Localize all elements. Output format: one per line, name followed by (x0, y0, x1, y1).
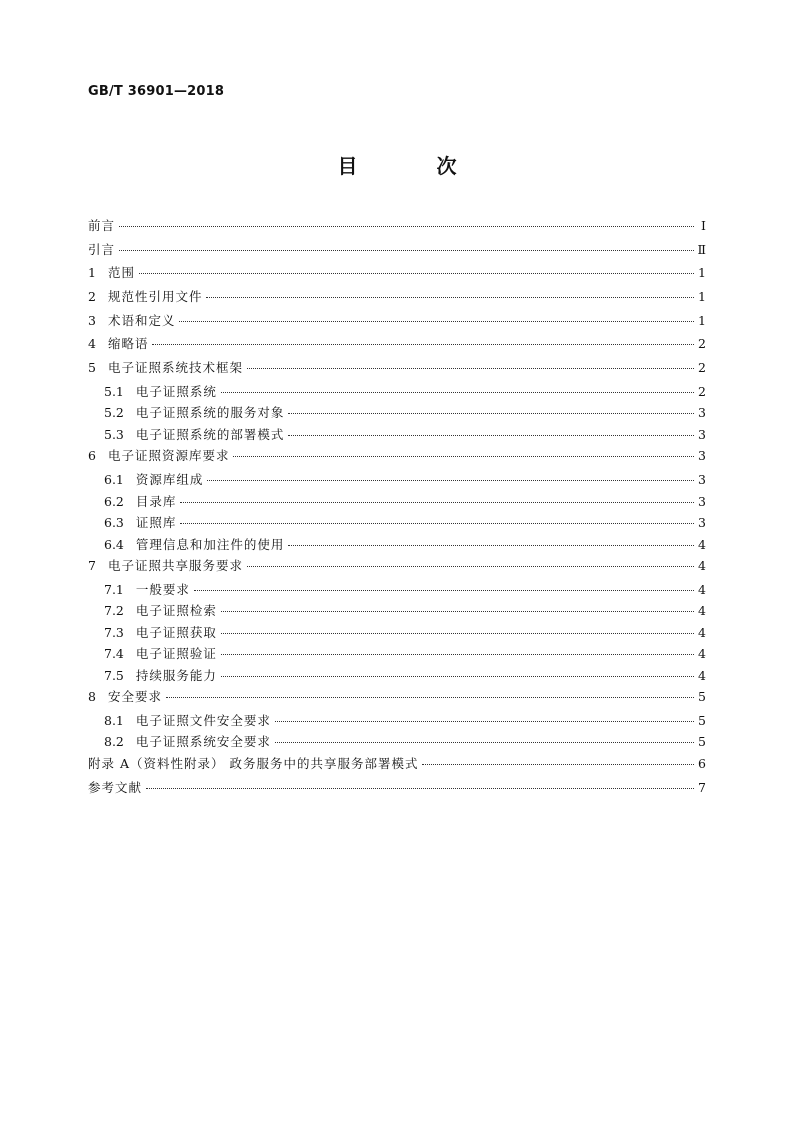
toc-entry-number: 6.4 (104, 536, 124, 552)
toc-entry-number: 7 (88, 558, 96, 573)
toc-entry-label[interactable]: 引言 (88, 241, 116, 257)
toc-entry-number: 8 (88, 689, 96, 705)
toc-entry[interactable] (88, 513, 706, 533)
dot-leader (288, 545, 694, 546)
toc-entry-page[interactable]: 2 (698, 336, 706, 352)
toc-entry-page[interactable]: 4 (698, 646, 706, 662)
toc-entry-label[interactable]: 资源库组成 (135, 472, 204, 487)
dot-leader (119, 250, 693, 251)
toc-entry[interactable] (88, 711, 706, 731)
toc-entry[interactable] (88, 358, 706, 378)
toc-entry-page[interactable]: 3 (698, 426, 706, 442)
toc-entry-label[interactable]: 前言 (88, 218, 116, 233)
toc-entry[interactable] (88, 425, 706, 445)
dot-leader (166, 697, 694, 698)
toc-entry-label[interactable]: 规范性引用文件 (107, 289, 203, 305)
toc-entry-number: 1 (88, 265, 96, 281)
dot-leader (275, 742, 694, 743)
toc-entry[interactable] (88, 240, 706, 260)
toc-entry-label[interactable]: 电子证照验证 (135, 646, 217, 662)
toc-entry-page[interactable]: 6 (698, 755, 706, 771)
toc-entry-page[interactable]: 5 (698, 689, 706, 705)
toc-entry-page[interactable]: 2 (698, 360, 706, 376)
toc-entry-number: 6 (88, 448, 96, 464)
toc-entry-label[interactable]: 证照库 (135, 515, 177, 530)
toc-entry-number: 4 (88, 336, 96, 352)
toc-entry[interactable] (88, 470, 706, 490)
dot-leader (221, 611, 694, 612)
toc-entry-page[interactable]: 4 (698, 624, 706, 640)
toc-entry[interactable] (88, 403, 706, 423)
toc-entry-number: 5.2 (104, 405, 124, 421)
dot-leader (288, 435, 694, 436)
dot-leader (221, 633, 694, 634)
dot-leader (194, 590, 694, 591)
dot-leader (275, 721, 694, 722)
toc-entry-number: 7.4 (104, 646, 124, 662)
toc-entry[interactable] (88, 580, 706, 600)
toc-entry-page[interactable]: 3 (698, 472, 706, 487)
toc-entry-label[interactable]: 术语和定义 (107, 312, 176, 328)
toc-entry[interactable] (88, 446, 706, 466)
toc-title: 目 次 (337, 154, 493, 178)
toc-entry[interactable] (88, 623, 706, 643)
toc-entry[interactable] (88, 732, 706, 752)
toc-entry-number: 8.2 (104, 734, 124, 750)
toc-entry-number: 7.2 (104, 603, 124, 619)
toc-entry-label[interactable]: 电子证照共享服务要求 (107, 558, 243, 573)
toc-entry-label[interactable]: 电子证照资源库要求 (107, 448, 230, 464)
toc-entry-label[interactable]: 目录库 (135, 493, 177, 509)
toc-entry-label[interactable]: 持续服务能力 (135, 667, 217, 683)
toc-entry[interactable] (88, 311, 706, 331)
toc-entry-page[interactable]: 4 (698, 581, 706, 597)
dot-leader (206, 297, 694, 298)
toc-entry-number: 3 (88, 312, 96, 328)
toc-entry-label[interactable]: 电子证照系统的部署模式 (135, 426, 285, 442)
toc-entry-page[interactable]: Ⅱ (697, 241, 706, 257)
dot-leader (152, 344, 694, 345)
toc-entry-label[interactable]: 电子证照系统的服务对象 (135, 405, 285, 421)
toc-entry-page[interactable]: Ⅰ (701, 218, 706, 233)
dot-leader (221, 676, 694, 677)
toc-entry-page[interactable]: 1 (698, 265, 706, 281)
toc-entry-number: 5.3 (104, 426, 124, 442)
toc-entry-label[interactable]: 附录 A（资料性附录） 政务服务中的共享服务部署模式 (88, 755, 419, 771)
toc-entry-number: 6.3 (104, 515, 124, 530)
dot-leader (179, 321, 694, 322)
dot-leader (146, 788, 694, 789)
toc-entry-label[interactable]: 缩略语 (107, 336, 149, 352)
toc-entry-number: 5.1 (104, 383, 124, 399)
toc-entry[interactable] (88, 334, 706, 354)
dot-leader (233, 456, 694, 457)
dot-leader (180, 502, 694, 503)
dot-leader (221, 654, 694, 655)
toc-entry-number: 7.5 (104, 667, 124, 683)
toc-entry-number: 6.2 (104, 493, 124, 509)
toc-entry-label[interactable]: 范围 (107, 265, 135, 281)
dot-leader (207, 480, 694, 481)
toc-entry[interactable] (88, 382, 706, 402)
dot-leader (288, 413, 694, 414)
toc-entry-label[interactable]: 管理信息和加注件的使用 (135, 536, 285, 552)
toc-entry-label[interactable]: 电子证照系统安全要求 (135, 734, 271, 750)
dot-leader (139, 273, 694, 274)
toc-entry[interactable] (88, 601, 706, 621)
toc-entry-label[interactable]: 电子证照系统技术框架 (107, 360, 243, 376)
toc-entry-label[interactable]: 一般要求 (135, 581, 190, 597)
toc-entry-page[interactable]: 3 (698, 405, 706, 421)
toc-entry-page[interactable]: 3 (698, 448, 706, 464)
toc-entry[interactable] (88, 687, 706, 707)
toc-entry-page[interactable]: 4 (698, 536, 706, 552)
toc-entry-page[interactable]: 4 (698, 558, 706, 573)
toc-entry[interactable] (88, 535, 706, 555)
toc-entry[interactable] (88, 216, 706, 236)
toc-entry[interactable] (88, 644, 706, 664)
toc-entry-page[interactable]: 4 (698, 603, 706, 619)
toc-entry-page[interactable]: 3 (698, 493, 706, 509)
toc-entry-page[interactable]: 1 (698, 312, 706, 328)
dot-leader (247, 368, 694, 369)
toc-entry-page[interactable]: 1 (698, 289, 706, 305)
toc-entry-number: 6.1 (104, 472, 124, 487)
toc-entry[interactable] (88, 287, 706, 307)
toc-entry-label[interactable]: 电子证照检索 (135, 603, 217, 619)
toc-entry[interactable] (88, 778, 706, 798)
toc-entry-label[interactable]: 电子证照系统 (135, 383, 217, 399)
toc-entry-page[interactable]: 7 (698, 779, 706, 795)
toc-entry-label[interactable]: 安全要求 (107, 689, 162, 705)
dot-leader (180, 523, 694, 524)
toc-entry-page[interactable]: 5 (698, 712, 706, 728)
toc-entry-label[interactable]: 电子证照获取 (135, 624, 217, 640)
toc-entry-number: 7.1 (104, 581, 124, 597)
toc-entry-number: 2 (88, 289, 96, 305)
toc-entry[interactable] (88, 263, 706, 283)
dot-leader (221, 392, 694, 393)
toc-entry-page[interactable]: 2 (698, 383, 706, 399)
toc-entry-label[interactable]: 电子证照文件安全要求 (135, 712, 271, 728)
toc-entry-number: 5 (88, 360, 96, 376)
toc-entry[interactable] (88, 754, 706, 774)
toc-entry-label[interactable]: 参考文献 (88, 779, 143, 795)
toc-entry[interactable] (88, 556, 706, 576)
standard-code: GB/T 36901—2018 (88, 84, 225, 99)
toc-entry-number: 8.1 (104, 712, 124, 728)
dot-leader (422, 764, 694, 765)
table-of-contents (88, 216, 706, 801)
toc-entry-page[interactable]: 4 (698, 667, 706, 683)
toc-entry[interactable] (88, 492, 706, 512)
dot-leader (119, 226, 694, 227)
toc-entry-page[interactable]: 3 (698, 515, 706, 530)
toc-entry-number: 7.3 (104, 624, 124, 640)
dot-leader (247, 566, 694, 567)
toc-entry-page[interactable]: 5 (698, 734, 706, 750)
toc-entry[interactable] (88, 666, 706, 686)
